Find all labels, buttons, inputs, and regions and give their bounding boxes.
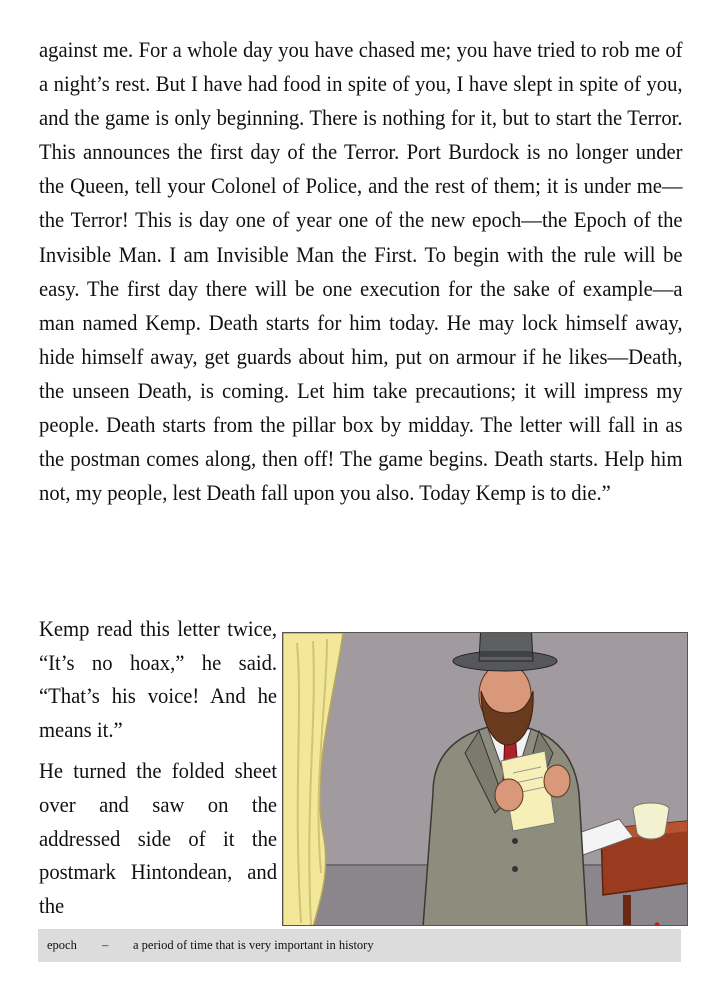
body-paragraph-1: against me. For a whole day you have chased me; you have tried to rob me of a night’s rest. But I have had food in spite of you, I have slept in spite of you, and the game is only beginning. There is nothing for it, but to start the Terror. This announces the first day of the Terror. Port Burdock is no longer under the Queen, tell your Colonel of Police, and the rest of them; it is under me—the Terror! This is day one of year one of the new epoch—the Epoch of the Invisible Man. I am Invisible Man the First. To begin with the rule will be easy. The first day there will be one execution for the sake of example—a man named Kemp. Death starts for him today. He may lock himself away, hide himself away, get guards about him, put on armour if he likes—Death, the unseen Death, is coming. Let him take precautions; it will impress my people. Death starts from the pillar box by midday. The letter will fall in as the postman comes along, then off! The game begins. Death starts. Help him not, my people, lest Death fall upon you also. Today Kemp is to die.” (39, 37, 683, 506)
glossary-box (38, 929, 681, 962)
illustration-kemp-reading-letter (282, 632, 688, 926)
glossary-term: epoch (47, 938, 77, 952)
body-paragraph-2: Kemp read this letter twice, “It’s no hoax,” he said. “That’s his voice! And he means it.” (39, 616, 278, 742)
glossary-definition: a period of time that is very important in history (133, 938, 374, 952)
glossary-dash: – (102, 938, 109, 952)
body-paragraph-3: He turned the folded sheet over and saw on the addressed side of it the postmark Hintondean, and the (39, 758, 278, 918)
side-text-column (39, 612, 303, 930)
